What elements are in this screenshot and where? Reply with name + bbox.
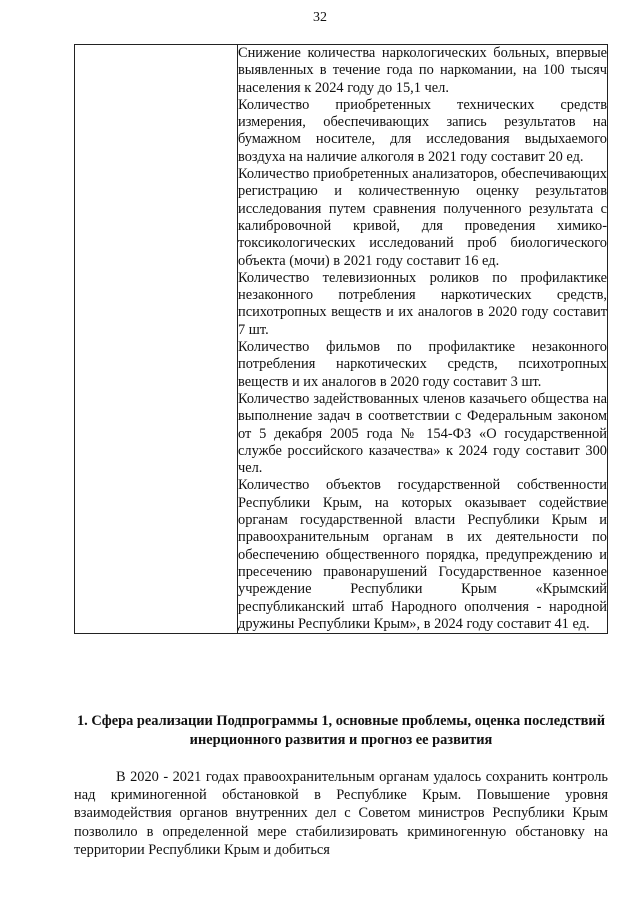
table-cell-indicators	[238, 45, 608, 634]
indicator-item: Количество приобретенных анализаторов, обеспечивающих регистрацию и количественную оценку результатов исследования путем сравнения полученного результата с калибровочной кривой, для проведения химико-токсикологических исследований проб биологического объекта (мочи) в 2021 году составит 16 ед.	[238, 166, 607, 269]
table-cell-empty	[75, 45, 238, 634]
section-heading: 1. Сфера реализации Подпрограммы 1, основные проблемы, оценка последствий инерционного развития и прогноз ее развития	[76, 713, 606, 748]
indicator-item: Количество объектов государственной собственности Республики Крым, на которых оказывает содействие органам государственной власти Республики Крым и правоохранительным органам в их деятельности по обеспечению общественного порядка, предупреждению и пресечению правонарушений Государственное казенное учреждение Республики Крым «Крымский республиканский штаб Народного ополчения - народной дружины Республики Крым», в 2024 году составит 41 ед.	[238, 477, 607, 632]
indicators-table	[74, 44, 608, 634]
indicator-item: Снижение количества наркологических больных, впервые выявленных в течение года по наркомании, на 100 тысяч населения к 2024 году до 15,1 чел.	[238, 45, 607, 96]
page-number: 32	[313, 10, 327, 25]
indicator-item: Количество фильмов по профилактике незаконного потребления наркотических средств, психотропных веществ и их аналогов в 2020 году составит 3 шт.	[238, 339, 607, 390]
indicator-item: Количество задействованных членов казачьего общества на выполнение задач в соответствии с Федеральным законом от 5 декабря 2005 года № 154-ФЗ «О государственной службе российского казачества» к 2024 году составит 300 чел.	[238, 390, 607, 477]
table-row	[75, 45, 608, 634]
indicator-item: Количество телевизионных роликов по профилактике незаконного потребления наркотических средств, психотропных веществ и их аналогов в 2020 году составит 7 шт.	[238, 269, 607, 338]
indicator-item: Количество приобретенных технических средств измерения, обеспечивающих запись результатов на бумажном носителе, для исследования выдыхаемого воздуха на наличие алкоголя в 2021 году составит 20 ед.	[238, 96, 607, 165]
body-paragraph: В 2020 - 2021 годах правоохранительным органам удалось сохранить контроль над криминогенной обстановкой в Республике Крым. Повышение уровня взаимодействия органов внутренних дел с Советом министров Республики Крым позволило в определенной мере стабилизировать криминогенную обстановку на территории Республики Крым и добиться	[74, 769, 608, 858]
